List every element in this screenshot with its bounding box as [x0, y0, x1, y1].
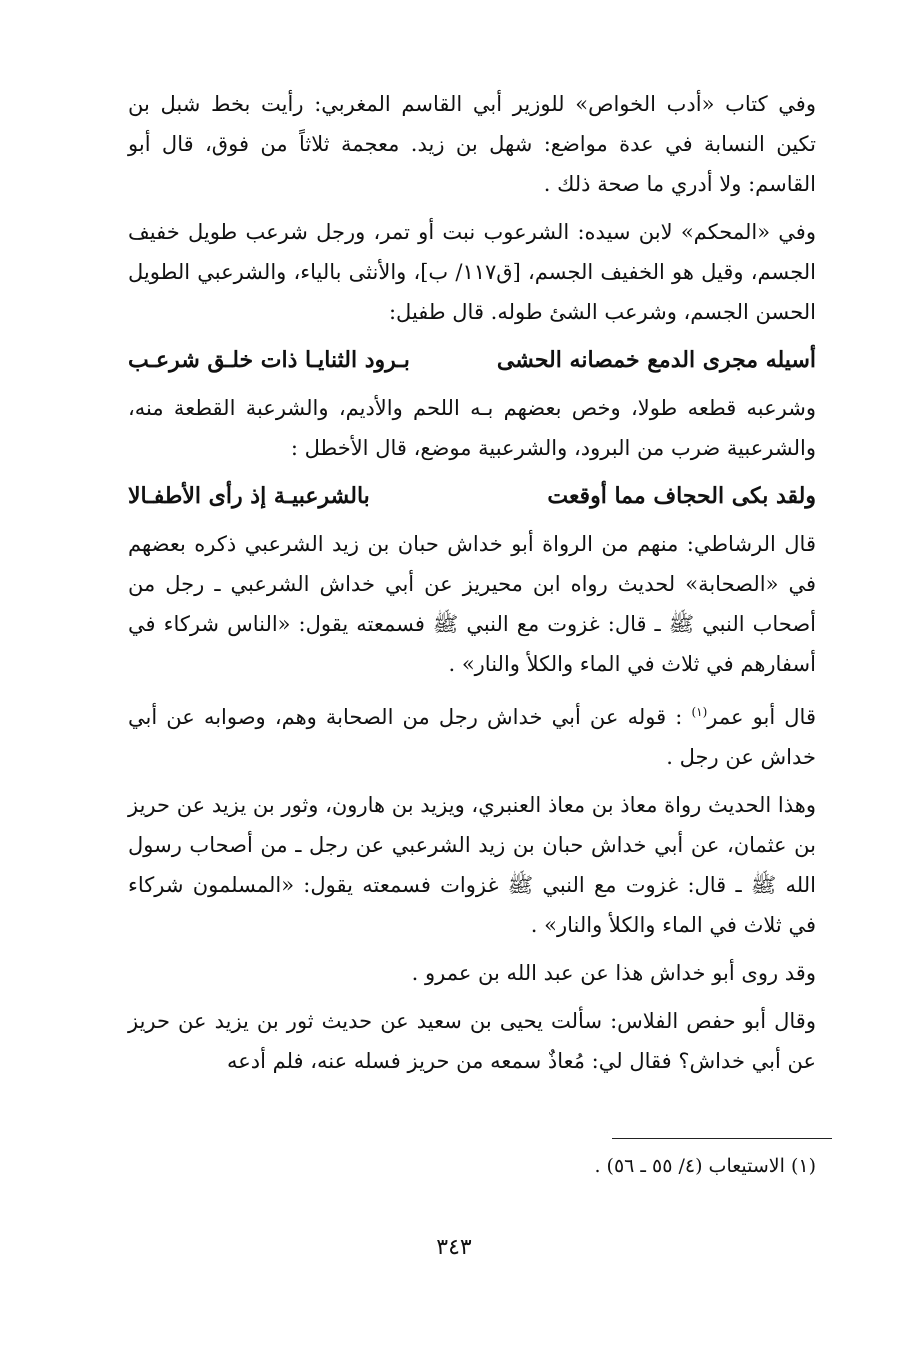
abu-umar-lead: قال أبو عمر	[707, 705, 816, 729]
verse-tufayl-first-hemistich: أسيله مجرى الدمع خمصانه الحشى	[496, 347, 816, 373]
page-number: ٣٤٣	[436, 1235, 472, 1260]
verse-akhtal-second-hemistich: بالشرعبيـة إذ رأى الأطفـالا	[128, 483, 370, 509]
paragraph-sharabah: وشرعبه قطعه طولا، وخص بعضهم بـه اللحم والأديم، والشرعبة القطعة منه، والشرعبية ضرب من البرود، والشرعبية موضع، قال الأخطل :	[128, 396, 816, 460]
paragraph-abdullah-ibn-amr: وقد روى أبو خداش هذا عن عبد الله بن عمرو .	[411, 961, 816, 985]
paragraph-abu-umar	[128, 692, 816, 777]
verse-tufayl-second-hemistich: بـرود الثنايـا ذات خلـق شرعـب	[128, 347, 410, 373]
paragraph-al-muhkam: وفي «المحكم» لابن سيده: الشرعوب نبت أو تمر، ورجل شرعب طويل خفيف الجسم، وقيل هو الخفيف الجسم، [ق١١٧/ ب]، والأنثى بالياء، والشرعبي الطويل الحسن الجسم، وشرعب الشئ طوله. قال طفيل:	[128, 220, 817, 324]
footnote-divider	[612, 1138, 832, 1139]
paragraph-adab-al-khawass: وفي كتاب «أدب الخواص» للوزير أبي القاسم المغربي: رأيت بخط شبل بن تكين النسابة في عدة مواضع: شهل بن زيد. معجمة ثلاثاً من فوق، قال أبو القاسم: ولا أدري ما صحة ذلك .	[128, 92, 816, 196]
verse-akhtal	[128, 476, 816, 516]
paragraph-rushati: قال الرشاطي: منهم من الرواة أبو خداش حبان بن زيد الشرعبي ذكره بعضهم في «الصحابة» لحديث رواه ابن محيريز عن أبي خداش الشرعبي ـ رجل من أصحاب النبي ﷺ ـ قال: غزوت مع النبي ﷺ فسمعته يقول: «الناس شركاء في أسفارهم في ثلاث في الماء والكلأ والنار» .	[128, 532, 816, 676]
abu-umar-rest: : قوله عن أبي خداش رجل من الصحابة وهم، وصوابه عن أبي خداش عن رجل .	[128, 705, 816, 769]
footnote-marker: (١)	[691, 705, 708, 719]
verse-tufayl	[128, 340, 816, 380]
verse-akhtal-first-hemistich: ولقد بكى الحجاف مما أوقعت	[547, 483, 816, 509]
footnote: (١) الاستيعاب (٤/ ٥٥ ـ ٥٦) .	[594, 1155, 816, 1177]
main-text	[128, 84, 816, 1089]
paragraph-abu-hafs: وقال أبو حفص الفلاس: سألت يحيى بن سعيد عن حديث ثور بن يزيد عن حريز عن أبي خداش؟ فقال لي: مُعاذٌ سمعه من حريز فسله عنه، فلم أدعه	[128, 1009, 816, 1073]
paragraph-hadith-chain: وهذا الحديث رواة معاذ بن معاذ العنبري، ويزيد بن هارون، وثور بن يزيد عن حريز بن عثمان، عن أبي خداش حبان بن زيد الشرعبي عن رجل ـ من أصحاب رسول الله ﷺ ـ قال: غزوت مع النبي ﷺ غزوات فسمعته يقول: «المسلمون شركاء في ثلاث في الماء والكلأ والنار» .	[128, 793, 816, 937]
